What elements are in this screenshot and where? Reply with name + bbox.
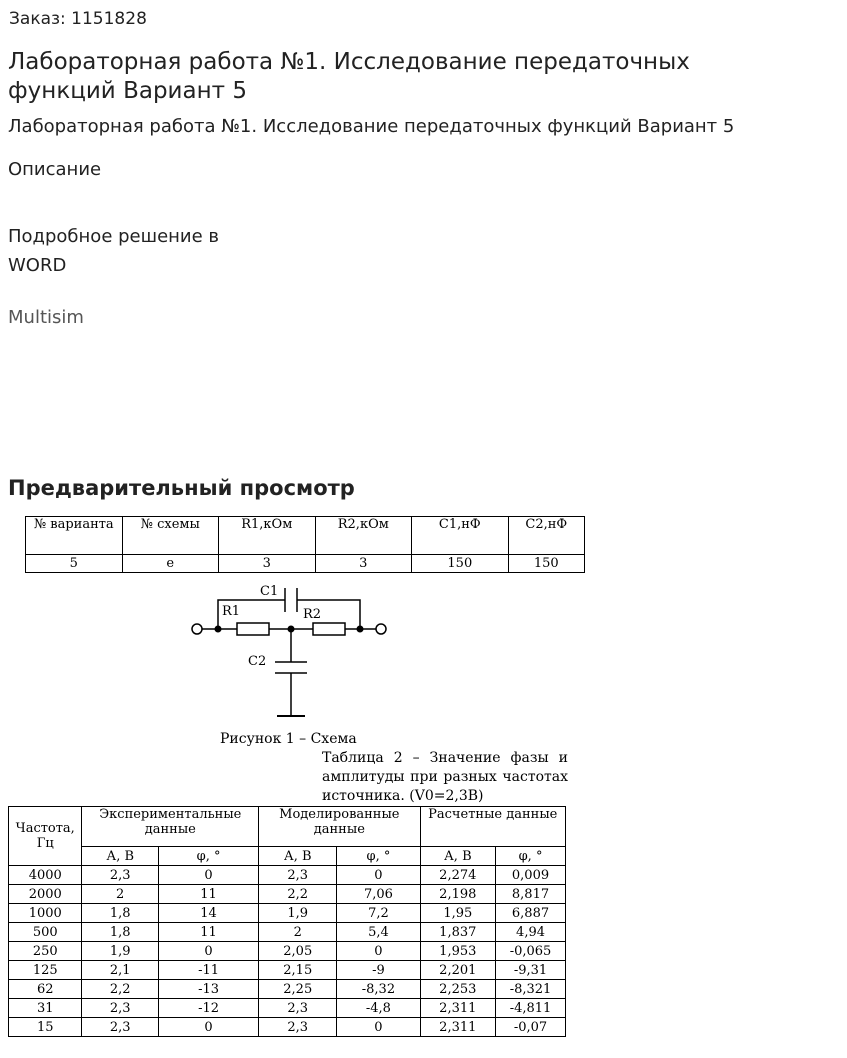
order-number: Заказ: 1151828 — [9, 9, 147, 29]
table-cell: -0,065 — [496, 942, 566, 961]
table-cell: 7,2 — [337, 904, 420, 923]
table-cell: 2,3 — [259, 1018, 337, 1037]
table-row — [26, 555, 585, 573]
table-cell: 14 — [158, 904, 258, 923]
variant-header-cell: R2,кОм — [315, 517, 412, 555]
table-cell: 500 — [9, 923, 82, 942]
table-cell: 1000 — [9, 904, 82, 923]
table-row — [9, 885, 566, 904]
junction-dot — [357, 626, 364, 633]
table-row — [9, 942, 566, 961]
table-cell: 0 — [158, 1018, 258, 1037]
page-title: Лабораторная работа №1. Исследование передаточных функций Вариант 5 — [8, 49, 690, 104]
variant-cell: 150 — [412, 555, 509, 573]
table-row — [9, 904, 566, 923]
table2-body — [9, 866, 566, 1037]
table-cell: 2,2 — [259, 885, 337, 904]
circuit-schematic — [185, 578, 395, 723]
table-row — [9, 923, 566, 942]
description-text: Подробное решение в WORD — [8, 226, 220, 276]
freq-header: Частота, Гц — [9, 807, 82, 866]
variant-cell: 150 — [508, 555, 584, 573]
table-cell: 2,198 — [420, 885, 496, 904]
table-cell: 2 — [82, 885, 158, 904]
sub-header-phi: φ, ° — [158, 847, 258, 866]
sub-header-phi: φ, ° — [496, 847, 566, 866]
table-row — [9, 961, 566, 980]
table-cell: 8,817 — [496, 885, 566, 904]
table-cell: 4000 — [9, 866, 82, 885]
phase-amplitude-table — [8, 806, 566, 1037]
model-group-header: Моделированные данные — [259, 807, 420, 847]
table-cell: 2,3 — [259, 999, 337, 1018]
variant-cell: е — [122, 555, 219, 573]
table-cell: 2,3 — [82, 1018, 158, 1037]
table-cell: 0 — [158, 942, 258, 961]
table-cell: -13 — [158, 980, 258, 999]
table-cell: -8,321 — [496, 980, 566, 999]
label-c2: C2 — [248, 654, 267, 669]
table-cell: 2,1 — [82, 961, 158, 980]
table-cell: 2,253 — [420, 980, 496, 999]
table-cell: 7,06 — [337, 885, 420, 904]
table-cell: 0 — [337, 942, 420, 961]
table-cell: 2,3 — [82, 999, 158, 1018]
label-c1: C1 — [260, 584, 279, 599]
table-cell: 1,953 — [420, 942, 496, 961]
label-r1: R1 — [222, 604, 241, 619]
variant-cell: 5 — [26, 555, 123, 573]
table-cell: 2,25 — [259, 980, 337, 999]
table-cell: 6,887 — [496, 904, 566, 923]
table-row — [9, 999, 566, 1018]
junction-dot — [215, 626, 222, 633]
table-cell: 1,8 — [82, 923, 158, 942]
variant-header-cell: № схемы — [122, 517, 219, 555]
variant-cell: 3 — [315, 555, 412, 573]
input-terminal — [192, 624, 202, 634]
table-cell: 62 — [9, 980, 82, 999]
table-row — [9, 980, 566, 999]
table-cell: -9,31 — [496, 961, 566, 980]
table-cell: 5,4 — [337, 923, 420, 942]
table-cell: 1,837 — [420, 923, 496, 942]
sub-header-a: А, В — [82, 847, 158, 866]
table-cell: 2,15 — [259, 961, 337, 980]
resistor-r1 — [237, 623, 269, 635]
table-cell: 0 — [337, 1018, 420, 1037]
table-row — [9, 866, 566, 885]
exp-group-header: Экспериментальные данные — [82, 807, 259, 847]
table2-caption: Таблица 2 – Значение фазы и амплитуды при разных частотах источника. (V0=2,3В) — [322, 750, 568, 804]
variant-header-cell: R1,кОм — [219, 517, 316, 555]
table-cell: 0,009 — [496, 866, 566, 885]
description-heading: Описание — [8, 159, 102, 180]
table-cell: 2,3 — [82, 866, 158, 885]
table-cell: 1,9 — [259, 904, 337, 923]
table-cell: 2,2 — [82, 980, 158, 999]
table2-sub-header — [9, 847, 566, 866]
sub-header-a: А, В — [420, 847, 496, 866]
variant-header-cell: № варианта — [26, 517, 123, 555]
table-cell: 0 — [337, 866, 420, 885]
page-subtitle: Лабораторная работа №1. Исследование передаточных функций Вариант 5 — [8, 116, 735, 137]
label-r2: R2 — [303, 607, 322, 622]
table-cell: -4,8 — [337, 999, 420, 1018]
preview-heading: Предварительный просмотр — [8, 476, 355, 500]
table-cell: -8,32 — [337, 980, 420, 999]
table-cell: 1,8 — [82, 904, 158, 923]
sub-header-a: А, В — [259, 847, 337, 866]
table-cell: 2,3 — [259, 866, 337, 885]
resistor-r2 — [313, 623, 345, 635]
calc-group-header: Расчетные данные — [420, 807, 565, 847]
table2-group-header — [9, 807, 566, 847]
table-cell: 2,05 — [259, 942, 337, 961]
table-cell: 2,311 — [420, 1018, 496, 1037]
variant-cell: 3 — [219, 555, 316, 573]
table-cell: 250 — [9, 942, 82, 961]
variant-header-cell: C2,нФ — [508, 517, 584, 555]
table-cell: 4,94 — [496, 923, 566, 942]
table-cell: 11 — [158, 885, 258, 904]
table-cell: -11 — [158, 961, 258, 980]
table-cell: 2 — [259, 923, 337, 942]
table-cell: 11 — [158, 923, 258, 942]
variant-header-cell: C1,нФ — [412, 517, 509, 555]
table-cell: 31 — [9, 999, 82, 1018]
figure-caption: Рисунок 1 – Схема — [220, 731, 357, 747]
table-cell: -0,07 — [496, 1018, 566, 1037]
sub-header-phi: φ, ° — [337, 847, 420, 866]
table-cell: 1,9 — [82, 942, 158, 961]
variant-table — [25, 516, 585, 573]
table-cell: 1,95 — [420, 904, 496, 923]
table-cell: 2000 — [9, 885, 82, 904]
table-cell: 2,274 — [420, 866, 496, 885]
table-cell: 2,311 — [420, 999, 496, 1018]
multisim-label: Multisim — [8, 307, 84, 328]
table-cell: 0 — [158, 866, 258, 885]
variant-table-header — [26, 517, 585, 555]
table-cell: -4,811 — [496, 999, 566, 1018]
table-cell: 15 — [9, 1018, 82, 1037]
table-cell: -9 — [337, 961, 420, 980]
junction-dot — [288, 626, 295, 633]
table-cell: -12 — [158, 999, 258, 1018]
table-cell: 2,201 — [420, 961, 496, 980]
table-cell: 125 — [9, 961, 82, 980]
output-terminal — [376, 624, 386, 634]
table-row — [9, 1018, 566, 1037]
